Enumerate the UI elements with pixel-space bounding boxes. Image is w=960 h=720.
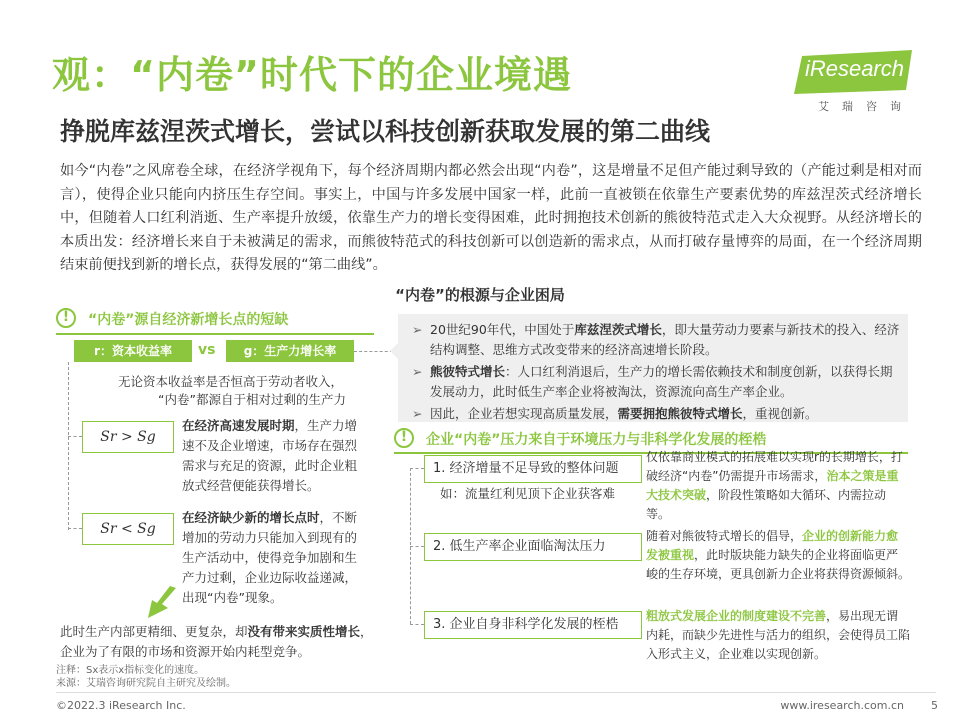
left-heading-underline	[56, 333, 374, 335]
conclusion-text	[60, 622, 378, 662]
case1-text	[182, 416, 366, 496]
issue1-connector	[410, 468, 424, 469]
bullet-3-pre: 因此，企业若想实现高质量发展，	[430, 406, 618, 421]
issue-1-desc	[646, 448, 910, 524]
issue-2-label: 2. 低生产率企业面临淘汰压力	[424, 533, 642, 561]
issue3-connector	[410, 624, 424, 625]
bullet-2-post: ：人口红利消退后，生产力的增长需依赖技术和制度创新，以获得长期发展动力，此时低生产率企业将被淘汰，资源流向高生产率企业。	[430, 364, 893, 399]
bullet-arrow-icon: ➢	[412, 364, 423, 379]
math-sr-lt-sg: Sr < Sg	[82, 513, 174, 545]
warning-icon: !	[56, 308, 76, 328]
note-line-1: 无论资本收益率是否恒高于劳动者收入，	[118, 374, 344, 389]
right-top-box-notch	[390, 343, 398, 359]
issue-1-desc-post: ，阶段性策略如大循环、内需拉动等。	[646, 488, 887, 521]
left-heading: “内卷”源自经济新增长点的短缺	[88, 312, 289, 328]
issue-3-label: 3. 企业自身非科学化发展的桎梏	[424, 611, 642, 639]
note-line-2: “内卷”都源自于相对过剩的生产力	[158, 392, 346, 407]
issue-3-desc	[646, 607, 910, 664]
page-number: 5	[931, 699, 938, 712]
bullet-2-bold: 熊彼特式增长	[430, 364, 506, 379]
bullet-3	[412, 404, 902, 424]
page-title: 观：“内卷”时代下的企业境遇	[52, 53, 572, 97]
bullet-3-bold: 需要拥抱熊彼特式增长	[617, 406, 743, 421]
math-sr-gt-sg: Sr > Sg	[82, 421, 174, 453]
intro-paragraph: 如今“内卷”之风席卷全球，在经济学视角下，每个经济周期内都必然会出现“内卷”，这是增量不足但产能过剩导致的（产能过剩是相对而言），使得企业只能向内挤压生存空间。事实上，中国与许多发展中国家一样，此前一直被锁在依靠生产要素优势的库兹涅茨式经济增长中，但随着人口红利消逝、生产率提升放缓，依靠生产力的增长变得困难，此时拥抱技术创新的熊彼特范式走入大众视野。从经济增长的本质出发：经济增长来自于未被满足的需求，而熊彼特范式的科技创新可以创造新的需求点，从而打破存量博弈的局面，在一个经济周期结束前便找到新的增长点，获得发展的“第二曲线”。	[60, 163, 922, 273]
issue-1-example: 如：流量红利见顶下企业获客难	[440, 486, 616, 501]
section-title: “内卷”的根源与企业困局	[395, 286, 565, 304]
bullet-1	[412, 320, 902, 360]
left-vertical-connector	[68, 362, 69, 530]
case2-body: ，不断增加的劳动力只能加入到现有的生产活动中，使得竞争加剧和生产力过剩，企业边际收益递减，出现“内卷”现象。	[182, 510, 358, 605]
footnote-source: 来源：艾瑞咨询研究院自主研究及绘制。	[56, 678, 236, 689]
case2-connector	[68, 528, 82, 529]
case1-bold: 在经济高速发展时期	[182, 418, 295, 433]
warning-icon: !	[394, 428, 414, 448]
page-subtitle: 挣脱库兹涅茨式增长，尝试以科技创新获取发展的第二曲线	[60, 117, 711, 146]
arrow-down-left-icon	[142, 586, 182, 622]
vs-label: vs	[198, 342, 216, 358]
pill-r: r：资本收益率	[74, 340, 192, 362]
footer-copyright: ©2022.3 iResearch Inc.	[56, 699, 186, 712]
issue-1-label: 1. 经济增量不足导致的整体问题	[424, 455, 642, 483]
right-top-bullets	[412, 320, 902, 424]
bullet-arrow-icon: ➢	[412, 406, 423, 421]
footer-divider	[56, 692, 936, 693]
case1-body: ，生产力增速不及企业增速，市场存在强烈需求与充足的资源，此时企业粗放式经营便能获得增长。	[182, 418, 358, 493]
pill-g: g：生产力增长率	[226, 340, 354, 362]
conclusion-pre: 此时生产内部更精细、更复杂，却	[60, 624, 248, 639]
issue-1-desc-pre: 仅依靠商业模式的拓展难以实现r的长期增长，打破经济“内卷”仍需提升市场需求，	[646, 450, 903, 483]
conclusion-bold: 没有带来实质性增长	[247, 624, 361, 639]
case2-text	[182, 508, 366, 608]
issue-2-desc	[646, 527, 910, 584]
bullet-1-post: ，即大量劳动力要素与新技术的投入、经济结构调整、思维方式改变带来的经济高速增长阶段。	[430, 322, 900, 357]
bullet-1-pre: 20世纪90年代，中国处于	[430, 322, 575, 337]
case2-bold: 在经济缺少新的增长点时	[182, 510, 320, 525]
issue-1-desc-bold: 治本之策是重大技术突破	[646, 469, 899, 502]
issue-2-desc-pre: 随着对熊彼特式增长的倡导，	[646, 529, 803, 543]
issue2-connector	[410, 546, 424, 547]
bullet-arrow-icon: ➢	[412, 322, 423, 337]
logo-text: iResearch	[804, 56, 904, 81]
footer-url[interactable]: www.iresearch.com.cn	[780, 699, 904, 712]
issue-3-desc-post: ，易出现无谓内耗，而缺少先进性与活力的组织，会使得员工陷入形式主义，企业难以实现创新。	[646, 609, 911, 661]
footnote-note: 注释：Sx表示x指标变化的速度。	[56, 665, 205, 676]
logo-subtext: 艾瑞咨询	[818, 100, 914, 113]
bullet-3-post: ，重视创新。	[742, 406, 818, 421]
conclusion-post: ，企业为了有限的市场和资源开始内耗型竞争。	[60, 624, 373, 659]
bullet-1-bold: 库兹涅茨式增长	[574, 322, 662, 337]
issue-3-desc-bold: 粗放式发展企业的制度建设不完善	[646, 609, 827, 623]
case1-connector	[68, 436, 82, 437]
bullet-2	[412, 362, 902, 402]
issue-2-desc-bold: 企业的创新能力愈发被重视	[646, 529, 899, 562]
right-heading: 企业“内卷”压力来自于环境压力与非科学化发展的桎梏	[426, 432, 767, 448]
issue-2-desc-post: ，此时版块能力缺失的企业将面临更严峻的生存环境，更具创新力企业将获得资源倾斜。	[646, 548, 911, 581]
